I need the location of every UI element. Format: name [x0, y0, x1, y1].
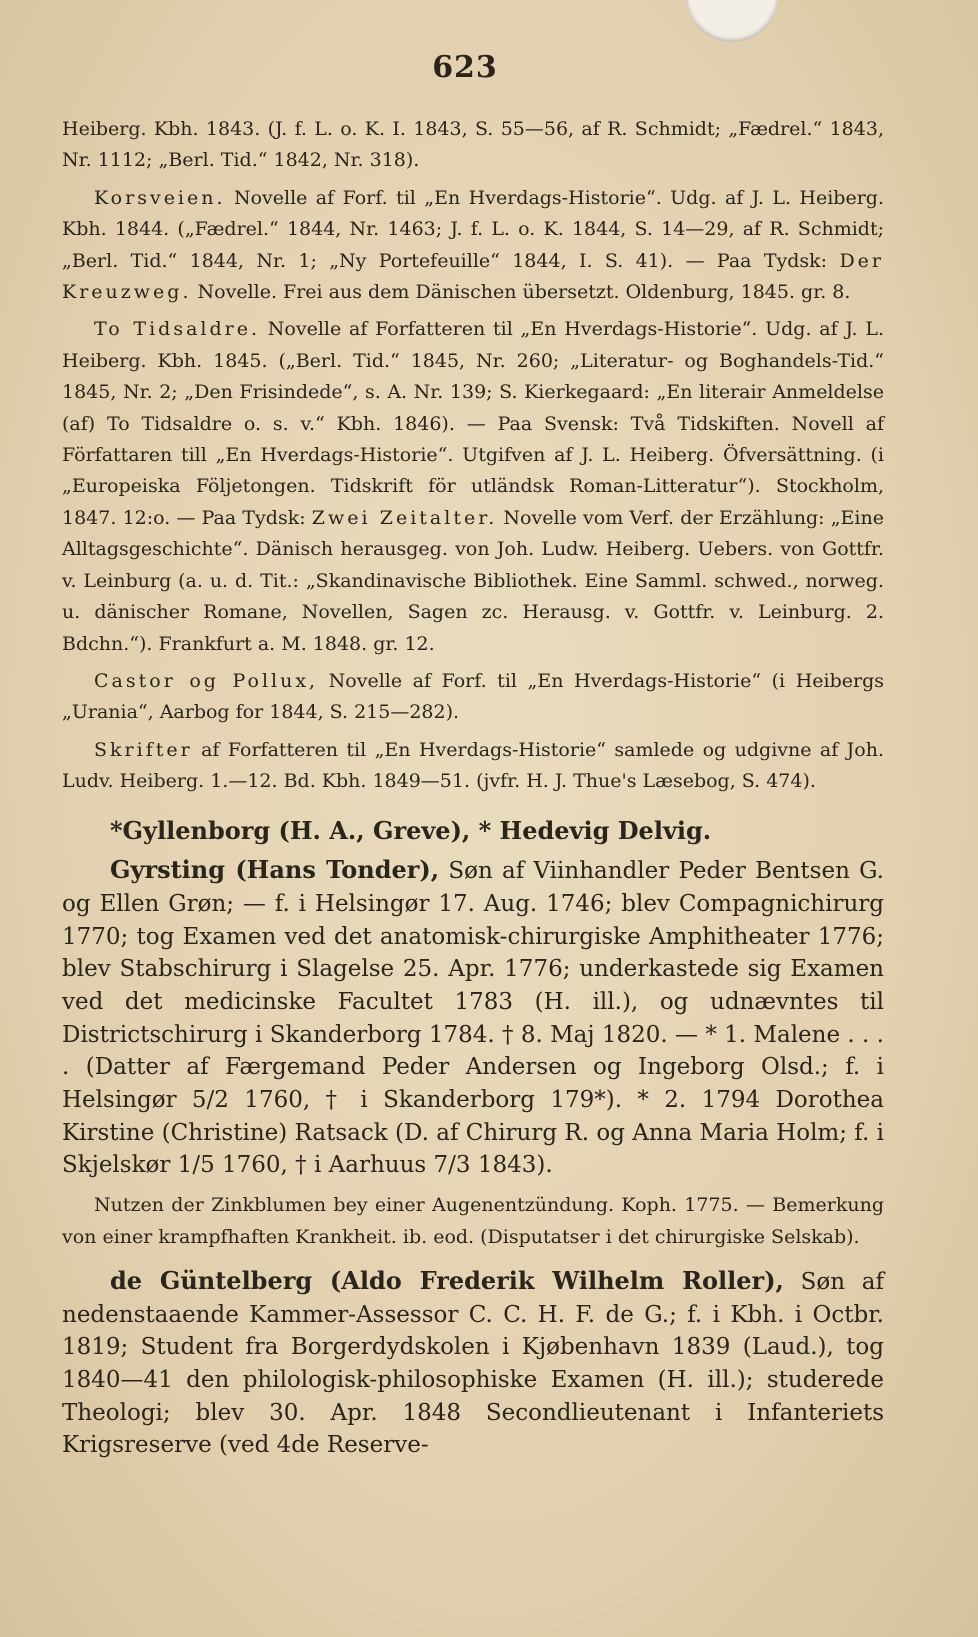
paragraph-to-tidsaldre — [62, 314, 884, 659]
gyrsting-biography — [62, 854, 884, 1182]
entry-gyllenborg-heading — [110, 814, 884, 849]
body-text — [62, 114, 884, 1462]
text-castor: Novelle af Forf. til „En Hverdags-Historie“ (i Heibergs „Urania“, Aarbog for 1844, S. 215—282). — [62, 669, 884, 724]
page-notch — [686, 0, 778, 42]
entry-gyrsting — [62, 854, 884, 1182]
gyrsting-text: Søn af Viinhandler Peder Bentsen G. og Ellen Grøn; — f. i Helsingør 17. Aug. 1746; blev Compagnichirurg 1770; tog Examen ved det anatomisk-chirurgiske Amphitheater 1776; blev Stabschirurg i Slagelse 25. Apr. 1776; underkastede sig Examen ved det medicinske Facultet 1783 (H. ill.), og udnævntes til Districtschirurg i Skanderborg 1784. † 8. Maj 1820. — * 1. Malene . . . . (Datter af Færgemand Peder Andersen og Ingeborg Olsd.; f. i Helsingør 5/2 1760, † i Skanderborg 179*). * 2. 1794 Dorothea Kirstine (Christine) Ratsack (D. af Chirurg R. og Anna Maria Holm; f. i Skjelskør 1/5 1760, † i Aarhuus 7/3 1843). — [62, 858, 884, 1179]
title-to-tidsaldre: To Tidsaldre. — [94, 318, 261, 341]
title-kreuzweg: Der Kreuzweg. — [62, 249, 884, 304]
text-skrifter: af Forfatteren til „En Hverdags-Historie“ samlede og udgivne af Joh. Ludv. Heiberg. 1.—12. Bd. Kbh. 1849—51. (jvfr. H. J. Thue's Læsebog, S. 474). — [62, 738, 884, 793]
guntelberg-name: de Güntelberg (Aldo Frederik Wilhelm Roller), — [110, 1265, 784, 1295]
text-to-tidsaldre: Novelle af Forfatteren til „En Hverdags-Historie“. Udg. af J. L. Heiberg. Kbh. 1845. („Berl. Tid.“ 1845, Nr. 260; „Literatur- og Boghandels-Tid.“ 1845, Nr. 2; „Den Frisindede“, s. A. Nr. 139; S. Kierkegaard: „En literair Anmeldelse (af) To Tidsaldre o. s. v.“ Kbh. 1846). — Paa Svensk: Två Tidskiften. Novell af Författaren till „En Hverdags-Historie“. Utgifven af J. L. Heiberg. Öfversättning. (i „Europeiska Följetongen. Tidskrift för utländsk Roman-Litteratur“). Stockholm, 1847. 12:o. — Paa Tydsk: — [62, 318, 884, 529]
entry-guntelberg — [62, 1265, 884, 1462]
text-zwei-zeitalter: Novelle vom Verf. der Erzählung: „Eine Alltagsgeschichte“. Dänisch herausgeg. von Joh. Ludw. Heiberg. Uebers. von Gottfr. v. Leinburg (a. u. d. Tit.: „Skandinavische Bibliothek. Eine Samml. schwed., norweg. u. dänischer Romane, Novellen, Sagen zc. Herausg. v. Gottfr. v. Leinburg. 2. Bdchn.“). Frankfurt a. M. 1848. gr. 12. — [62, 506, 884, 655]
gyllenborg-name: *Gyllenborg (H. A., Greve), * Hedevig Delvig. — [110, 815, 712, 845]
title-castor: Castor og Pollux, — [94, 669, 319, 692]
guntelberg-biography — [62, 1265, 884, 1462]
title-skrifter: Skrifter — [94, 738, 193, 761]
paragraph-castor — [62, 666, 884, 729]
title-zwei-zeitalter: Zwei Zeitalter. — [311, 506, 498, 529]
text-korsveien: Novelle af Forf. til „En Hverdags-Historie“. Udg. af J. L. Heiberg. Kbh. 1844. („Fædrel.“ 1844, Nr. 1463; J. f. L. o. K. 1844, S. 14—29, af R. Schmidt; „Berl. Tid.“ 1844, Nr. 1; „Ny Portefeuille“ 1844, I. S. 41). — Paa Tydsk: — [62, 186, 884, 272]
gyrsting-name: Gyrsting (Hans Tonder), — [110, 855, 440, 885]
guntelberg-text: Søn af nedenstaaende Kammer-Assessor C. C. H. F. de G.; f. i Kbh. i Octbr. 1819; Student fra Borgerdydskolen i Kjøbenhavn 1839 (Laud.), tog 1840—41 den philologisk-philosophiske Examen (H. ill.); studerede Theologi; blev 30. Apr. 1848 Secondlieutenant i Infanteriets Krigsreserve (ved 4de Reserve- — [62, 1268, 884, 1459]
title-korsveien: Korsveien. — [94, 186, 226, 209]
paragraph-heiberg: Heiberg. Kbh. 1843. (J. f. L. o. K. I. 1843, S. 55—56, af R. Schmidt; „Fædrel.“ 1843, Nr. 1112; „Berl. Tid.“ 1842, Nr. 318). — [62, 118, 884, 172]
text-kreuzweg: Novelle. Frei aus dem Dänischen übersetzt. Oldenburg, 1845. gr. 8. — [191, 281, 851, 304]
paragraph-skrifter — [62, 735, 884, 798]
paragraph-korsveien — [62, 183, 884, 309]
gyrsting-works: Nutzen der Zinkblumen bey einer Augenentzündung. Koph. 1775. — Bemerkung von einer krampfhaften Krankheit. ib. eod. (Disputatser i det chirurgiske Selskab). — [62, 1194, 884, 1248]
page-number: 623 — [432, 50, 498, 85]
